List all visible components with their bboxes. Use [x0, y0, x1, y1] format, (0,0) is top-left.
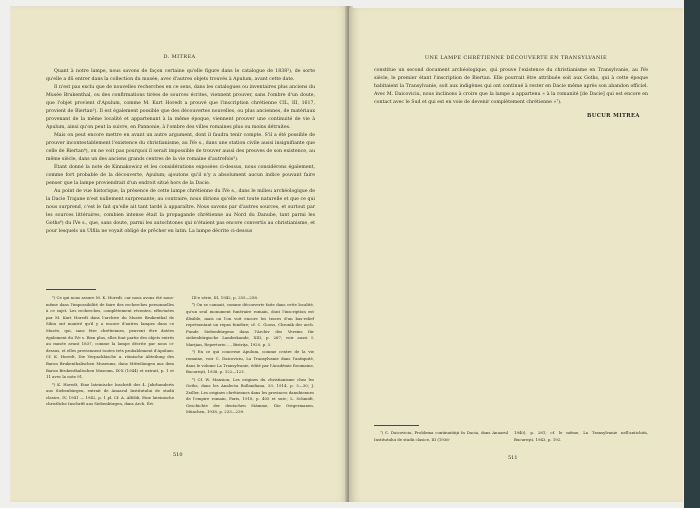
footnotes-column-2	[186, 295, 314, 417]
body-paragraph: Au point de vue historique, la présence de cette lampe chrétienne du IVe s., dans le milieu archéologique de la Dacie Trajane n'est nullement surprenante; au contraire, nous dirions qu'elle est toute naturelle et que ce qui nous surprend, c'est le fait qu'elle ait tant tardé à apparaître. Nous savons par d'autres sources, et surtout par les sources littéraires, combien intense était la propagande chrétienne au Nord du Danube, tant parmi les Goths⁶) du IVe s., que, sans doute, parmi les autochtones qui n'étaient pas encore convertis au christianisme, et pour lesquels un Ulfila ne voyait obligé de prêcher en latin. La lampe décrite ci-dessus	[46, 189, 315, 234]
footnote: ²) Ce qui nous assure M. K. Horedt, car nous avons été nous-même dans l'impossibilité de faire des recherches personnelles à ce sujet. Les recherches, complètement récentes, effectuées par M. Kurt Horedt dans l'archive du Musée Brukenthal de Sibiu ont montré qu'il y a encore d'autres lampes dans ce Musée, qui, sans être chrétiennes, peuvent être datées également du IVe s. Rien plus, elles font partie des objets entrés au musée avant 1837, comme la lampe décrite par nous ci-dessus, et elles proviennent toutes très probablement d'Apulum: Cf. K. Horedt, Die Verpackhische u. römische Abteilung des Baron Brukenthalischen Museums, dans Mitteilungen aus dem Baron Brukenthalischen Museum, IX-X (1944) et extrait, p. 1 et 11 avec la note 91.	[46, 295, 174, 380]
footnote: ⁵) En ce qui concerne Apulum, comme centre de la vie romaine, voir C. Daicoviciu, La Transylvanie dans l'antiquité, dans le volume La Transylvanie, édité par l'Académie Roumaine, Bucureşti, 1938, p. 122—123.	[186, 349, 314, 375]
body-paragraph: Il n'est pas exclu que de nouvelles recherches en ce sens, dans les catalogues ou inventaires plus anciens du Musée Brukenthal, ou des confirmations tirées de sources écrites, viennent prouver, sans l'ombre d'un doute, que l'objet provient d'Apulum, comme M. Kurt Horedt a prouvé que l'inscription chrétienne CIL, III, 1617, provient de Biertan³). Il est également possible que des découvertes nouvelles, ou plus anciennes, de matériaux provenant de la même localité et appartenant à la même époque, viennent prouver une continuité de vie à Apulum, ainsi qu'on peut la suivre, en Pannonie, à l'ombre des villes romaines plus ou moins détruites.	[46, 85, 315, 130]
footnote: ⁶) Cf. W. Mansion, Les origines du christianisme chez les Goths, dans les Analecta Bollandiana, 33, 1914, p. 5—30; J. Zeiller, Les origines chrétiennes dans les provinces danubiennes de l'empire romain, Paris, 1918, p. 405 et suiv.; L. Schmidt, Geschichte der deutschen Stämme, Die Ostgermanen, München, 1938, p. 233—239.	[186, 376, 314, 415]
footnote: III-e série, III, 1942, p. 255—258.	[192, 295, 259, 300]
right-body-text	[374, 67, 648, 107]
footnote-7: ⁷) C. Daicoviciu, Problema continuităţii în Dacia, dans Anuarul Institutului de studii clasice, III (1936-	[374, 430, 508, 442]
footnote-rule	[46, 289, 96, 290]
left-running-head: D. MITREA	[163, 54, 196, 60]
right-footnote-rule	[374, 425, 419, 426]
body-paragraph: Mais on peut encore mettre en avant un autre argument, dont il faudra tenir compte. S'il a été possible de prouver incontestablement l'existence du christianisme, au IVe s., dans une station civile aussi insignifiante que celle de Biertan⁴), on ne voit pas pourquoi il serait impossible de trouver aussi des preuves de son existence, au même siècle, dans un des anciens grands centres de la vie romaine d'autrefois⁵).	[46, 133, 315, 162]
right-paragraph: constitue un second document archéologique, qui prouve l'existence du christianisme en Transylvanie, au IVe siècle, le premier étant l'inscription de Biertan. Elle pourrait être attribuée soit aux Goths, qui à cette époque habitaient la Transylvanie, soit aux indigènes qui ont continué à rester en Dacie même après son abandon officiel. Avec M. Daicoviciu, nous inclinons à croire que la lampe a appartenu « à la romanité [de Dacie] qui est encore en contact avec le Sud et qui est en voie de devenir complètement chrétienne »⁷).	[374, 68, 648, 105]
right-page	[349, 8, 683, 502]
author-signature: BUCUR MITREA	[587, 113, 640, 119]
body-paragraph: Quant à notre lampe, nous savons de façon certaine qu'elle figure dans le catalogue de 1838²), de sorte qu'elle a dû entrer dans la collection du musée, avec d'autres objets trouvés à Apulum, avant cette date.	[46, 69, 315, 82]
footnote-7-continued: 1940), p. 261; cf. le même, La Transylvanie nell'antichità, Bucureşti, 1943, p. 192.	[514, 430, 648, 442]
right-running-head: UNE LAMPE CHRÉTIENNE DÉCOUVERTE EN TRANSYLVANIE	[424, 55, 608, 61]
book-cover-edge	[684, 0, 700, 508]
left-page-number: 510	[173, 452, 183, 458]
left-page	[10, 6, 349, 502]
footnote: ⁴) On se connait, comme découverte faite dans cette localité, qu'un seul monument funéraire romain, dont l'inscription est illisible, mais on l'on voit encore les traces d'un bas-relief représentant un repas funèbre; cf. C. Gooss, Chronik der arch. Funde Siebenbürgens dans l'Archiv des Vereins für siebenbürgische Landeskunde, XIII, p. 267; voir aussi I. Marţian, Repertoriu ..., Bistriţa, 1920, p. 3.	[186, 302, 314, 347]
left-body-text	[46, 68, 315, 236]
footnotes-column-1	[46, 295, 174, 409]
body-paragraph: Étant donné la note de Kinnakowicz et les considérations exposées ci-dessus, nous considérons également, comme fort probable de la découverte, Apulum; ajoutons qu'il n'y a absolument aucun indice pouvant faire penser que la lampe proviendrait d'un endroit situé hors de la Dacie.	[46, 165, 315, 186]
right-page-number: 511	[508, 455, 518, 461]
right-footnote-left	[374, 430, 508, 444]
right-footnote-right	[514, 430, 648, 444]
footnote: ³) K. Horedt, Eine lateinische Inschrift des 4. Jahrhunderts aus Siebenbürgen, extrait de Anuarul Institutului de studii clasice, IV, 1941 — 1942, p. 1 pl. Cf. A. Alföldi, Eine lateinische christliche Inschrift aus Siebenbürgen, dans Arch. Ért.	[46, 381, 174, 407]
